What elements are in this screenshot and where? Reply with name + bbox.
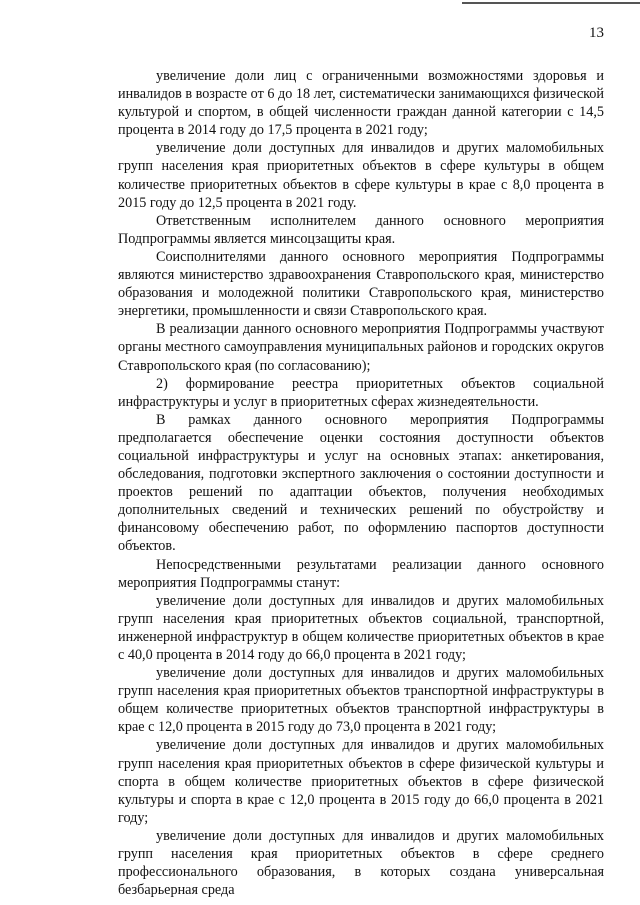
paragraph: увеличение доли доступных для инвалидов и других маломобильных групп населения края приоритетных объектов транспортной инфраструктуры в общем количестве приоритетных объектов транспортной инфраструктуры в крае с 12,0 процента в 2015 году до 73,0 процента в 2021 году; xyxy=(118,665,604,736)
paragraph: В рамках данного основного мероприятия Подпрограммы предполагается обеспечение оценки состояния доступности объектов социальной инфраструктуры и услуг на основных этапах: анкетирования, обследования, подготовки экспертного заключения о состоянии доступности и проектов решений по адаптации объектов, получения необходимых дополнительных сведений и технических решений по обустройству и финансовому обеспечению работ, по оформлению паспортов доступности объектов. xyxy=(118,411,604,555)
page-number: 13 xyxy=(589,25,604,41)
paragraph: Непосредственными результатами реализации данного основного мероприятия Подпрограммы станут: xyxy=(118,556,604,591)
top-rule xyxy=(462,2,640,4)
paragraph: увеличение доли доступных для инвалидов и других маломобильных групп населения края приоритетных объектов в сфере физической культуры и спорта в общем количестве приоритетных объектов в сфере физической культуры и спорта в крае с 12,0 процента в 2015 году до 66,0 процента в 2021 году; xyxy=(118,737,604,826)
paragraph: увеличение доли доступных для инвалидов и других маломобильных групп населения края приоритетных объектов социальной, транспортной, инженерной инфраструктур в общем количестве приоритетных объектов в крае с 40,0 процента в 2014 году до 66,0 процента в 2021 году; xyxy=(118,592,604,663)
paragraph: увеличение доли доступных для инвалидов и других маломобильных групп населения края приоритетных объектов в сфере культуры в общем количестве приоритетных объектов в сфере культуры в крае с 8,0 процента в 2015 году до 12,5 процента в 2021 году. xyxy=(118,140,604,211)
paragraph: Ответственным исполнителем данного основного мероприятия Подпрограммы является минсоцзащиты края. xyxy=(118,212,604,247)
paragraph: Соисполнителями данного основного мероприятия Подпрограммы являются министерство здравоохранения Ставропольского края, министерство образования и молодежной политики Ставропольского края, министерство энергетики, промышленности и связи Ставропольского края. xyxy=(118,248,604,320)
paragraph: 2) формирование реестра приоритетных объектов социальной инфраструктуры и услуг в приоритетных сферах жизнедеятельности. xyxy=(118,375,604,410)
paragraph: В реализации данного основного мероприятия Подпрограммы участвуют органы местного самоуправления муниципальных районов и городских округов Ставропольского края (по согласованию); xyxy=(118,321,604,374)
document-body xyxy=(118,67,604,899)
paragraph: увеличение доли доступных для инвалидов и других маломобильных групп населения края приоритетных объектов в сфере среднего профессионального образования, в которых создана универсальная безбарьерная среда xyxy=(118,827,604,899)
paragraph: увеличение доли лиц с ограниченными возможностями здоровья и инвалидов в возрасте от 6 до 18 лет, систематически занимающихся физической культурой и спортом, в общей численности граждан данной категории с 14,5 процента в 2014 году до 17,5 процента в 2021 году; xyxy=(118,68,604,139)
